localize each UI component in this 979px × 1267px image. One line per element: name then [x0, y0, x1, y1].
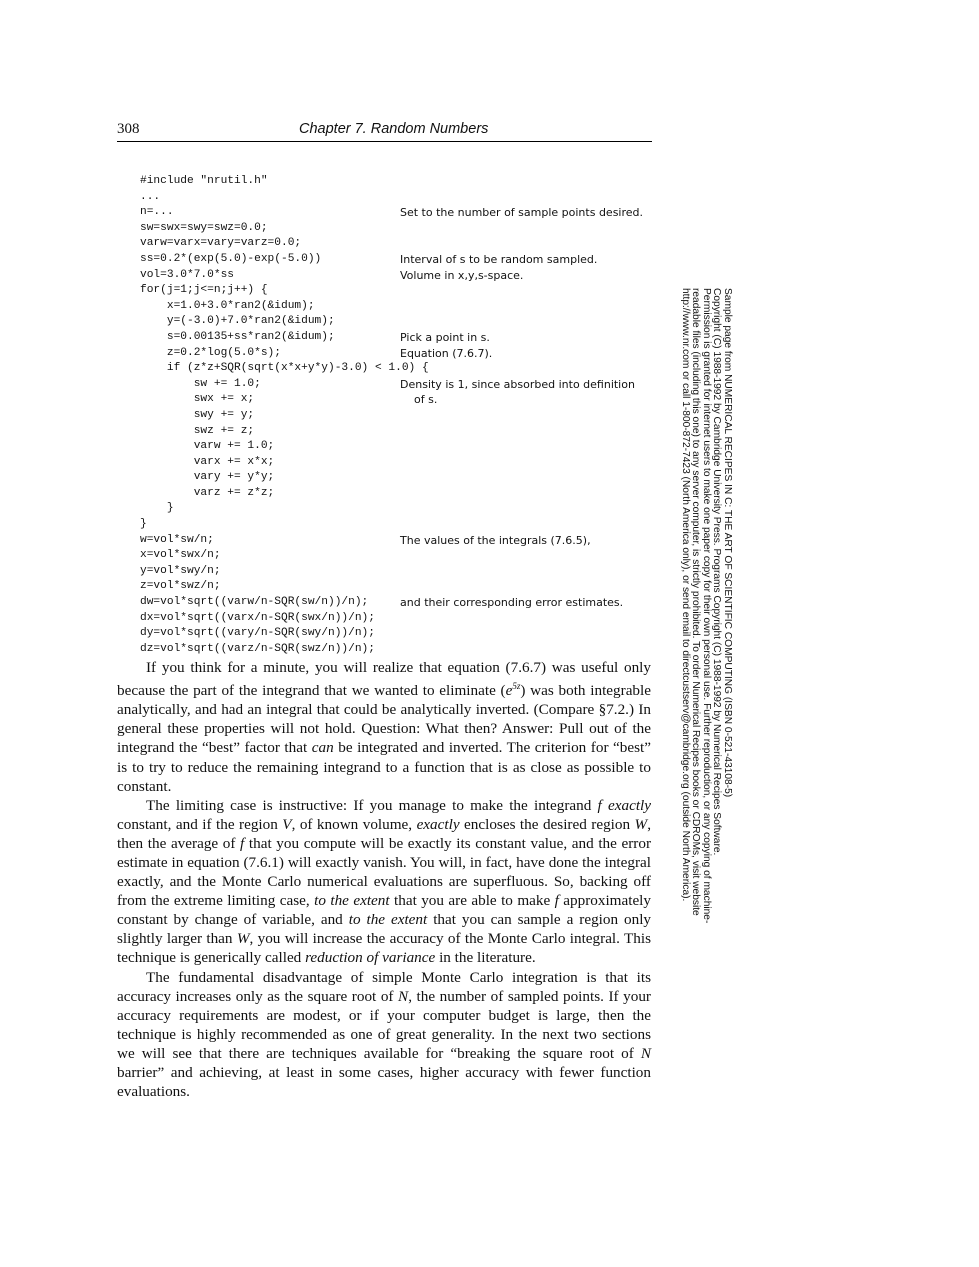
paragraph-2: The limiting case is instructive: If you manage to make the integrand f exactly constant, and if the region V, of known volume, exactly encloses the desired region W, then the average of f that you compute will be exactly its constant value, and the error estimate in equation (7.6.1) will exactly vanish. You will, in fact, have done the integral exactly, and the Monte Carlo numerical evaluations are superfluous. So, backing off from the extreme limiting case, to the extent that you are able to make f approximately constant by change of variable, and to the extent that you can sample a region only slightly larger than W, you will increase the accuracy of the Monte Carlo integral. This technique is generically called reduction of variance in the literature. — [117, 796, 652, 967]
code-comment: Pick a point in s. — [400, 330, 490, 344]
code-text: z=vol*swz/n; — [140, 580, 221, 593]
header-rule — [117, 141, 652, 142]
code-comment: of s. — [400, 393, 438, 407]
code-line — [140, 205, 656, 221]
code-text: varw += 1.0; — [140, 440, 275, 453]
code-comment: Equation (7.6.7). — [400, 346, 493, 360]
copyright-sidebar — [679, 288, 733, 968]
code-line — [140, 174, 656, 190]
sidebar-line: readable files (including this one) to any server computer, is strictly prohibited. To order Numerical Recipes books or CDROMs, visit website — [690, 288, 702, 916]
code-comment: Interval of s to be random sampled. — [400, 252, 598, 266]
code-text: w=vol*sw/n; — [140, 533, 214, 546]
code-line — [140, 299, 656, 315]
running-head: Chapter 7. Random Numbers — [299, 121, 489, 137]
code-comment: Set to the number of sample points desired. — [400, 206, 644, 220]
code-text: swz += z; — [140, 424, 255, 437]
code-line — [140, 346, 656, 362]
code-text: varx += x*x; — [140, 455, 275, 468]
code-comment: and their corresponding error estimates. — [400, 596, 624, 610]
code-comment: Density is 1, since absorbed into definition — [400, 377, 635, 391]
code-line — [140, 236, 656, 252]
code-text: x=vol*swx/n; — [140, 549, 221, 562]
code-line — [140, 642, 656, 658]
code-text: #include "nrutil.h" — [140, 175, 268, 187]
code-line — [140, 361, 656, 377]
code-line — [140, 579, 656, 595]
code-text: sw += 1.0; — [140, 377, 261, 390]
sidebar-line: Sample page from NUMERICAL RECIPES IN C: THE ART OF SCIENTIFIC COMPUTING (ISBN 0-521-43108-5) — [722, 288, 733, 798]
paragraph-3: The fundamental disadvantage of simple Monte Carlo integration is that its accuracy increases only as the square root of N, the number of sampled points. If your accuracy requirements are modest, or if your computer budget is large, then the technique is highly recommended as one of great generality. In the next two sections we will see that there are techniques available for “breaking the square root of N barrier” and achieving, at least in some cases, higher accuracy with fewer function evaluations. — [117, 968, 651, 1101]
code-line — [140, 377, 656, 393]
code-line — [140, 314, 656, 330]
code-comment: Volume in x,y,s-space. — [400, 268, 524, 282]
code-text: } — [140, 502, 174, 515]
code-line — [140, 564, 656, 580]
code-line — [140, 501, 656, 517]
page-number: 308 — [117, 121, 140, 137]
code-text: varw=varx=vary=varz=0.0; — [140, 237, 302, 250]
code-text: dx=vol*sqrt((varx/n-SQR(swx/n))/n); — [140, 611, 375, 624]
code-text: ss=0.2*(exp(5.0)-exp(-5.0)) — [140, 252, 322, 265]
code-line — [140, 611, 656, 627]
code-text: y=(-3.0)+7.0*ran2(&idum); — [140, 315, 335, 328]
sidebar-line: Permission is granted for internet users to make one paper copy for their own personal use. Further reproduction, or any copying of machine- — [700, 288, 712, 924]
code-text: sw=swx=swy=swz=0.0; — [140, 221, 268, 234]
code-text: dw=vol*sqrt((varw/n-SQR(sw/n))/n); — [140, 596, 369, 609]
code-text: if (z*z+SQR(sqrt(x*x+y*y)-3.0) < 1.0) { — [140, 362, 429, 375]
code-text: n=... — [140, 206, 174, 219]
code-listing — [140, 174, 656, 657]
code-text: s=0.00135+ss*ran2(&idum); — [140, 330, 335, 343]
code-text: for(j=1;j<=n;j++) { — [140, 284, 268, 297]
code-text: z=0.2*log(5.0*s); — [140, 346, 281, 359]
code-text: vol=3.0*7.0*ss — [140, 268, 234, 281]
code-text: swx += x; — [140, 393, 255, 406]
code-text: x=1.0+3.0*ran2(&idum); — [140, 299, 315, 312]
code-text: varz += z*z; — [140, 486, 275, 499]
code-line — [140, 408, 656, 424]
code-line — [140, 595, 656, 611]
code-text: vary += y*y; — [140, 471, 275, 484]
code-text: } — [140, 518, 147, 531]
code-text: dy=vol*sqrt((vary/n-SQR(swy/n))/n); — [140, 627, 375, 640]
code-line — [140, 470, 656, 486]
sidebar-line: Copyright (C) 1988-1992 by Cambridge University Press. Programs Copyright (C) 1988-1992 by Numerical Recipes Software. — [711, 288, 723, 856]
code-line — [140, 486, 656, 502]
body-text — [117, 658, 651, 1101]
code-line — [140, 252, 656, 268]
code-line — [140, 392, 656, 408]
code-line — [140, 330, 656, 346]
code-line — [140, 283, 656, 299]
code-line — [140, 190, 656, 206]
code-line — [140, 626, 656, 642]
code-line — [140, 268, 656, 284]
code-line — [140, 424, 656, 440]
code-text: y=vol*swy/n; — [140, 564, 221, 577]
code-text: swy += y; — [140, 408, 255, 421]
code-line — [140, 455, 656, 471]
code-line — [140, 548, 656, 564]
code-line — [140, 517, 656, 533]
code-line — [140, 533, 656, 549]
paragraph-1: If you think for a minute, you will realize that equation (7.6.7) was useful only because the part of the integrand that we wanted to eliminate $(e^{5z})$ was both integrable analytically, and had an integral that could be analytically inverted. (Compare §7.2.) In general these properties will not hold. Question: What then? Answer: Pull out of the integrand the “best” factor that can be integrated and inverted. The criterion for “best” is to try to reduce the remaining integrand to a function that is as close as possible to constant. — [117, 659, 651, 795]
code-comment: The values of the integrals (7.6.5), — [400, 533, 591, 547]
code-line — [140, 221, 656, 237]
code-text: dz=vol*sqrt((varz/n-SQR(swz/n))/n); — [140, 642, 375, 655]
code-line — [140, 439, 656, 455]
code-text: ... — [140, 190, 161, 203]
sidebar-line: http://www.nr.com or call 1-800-872-7423 (North America only), or send email to directcustserv@cambridge.org (outside North America). — [679, 288, 691, 902]
